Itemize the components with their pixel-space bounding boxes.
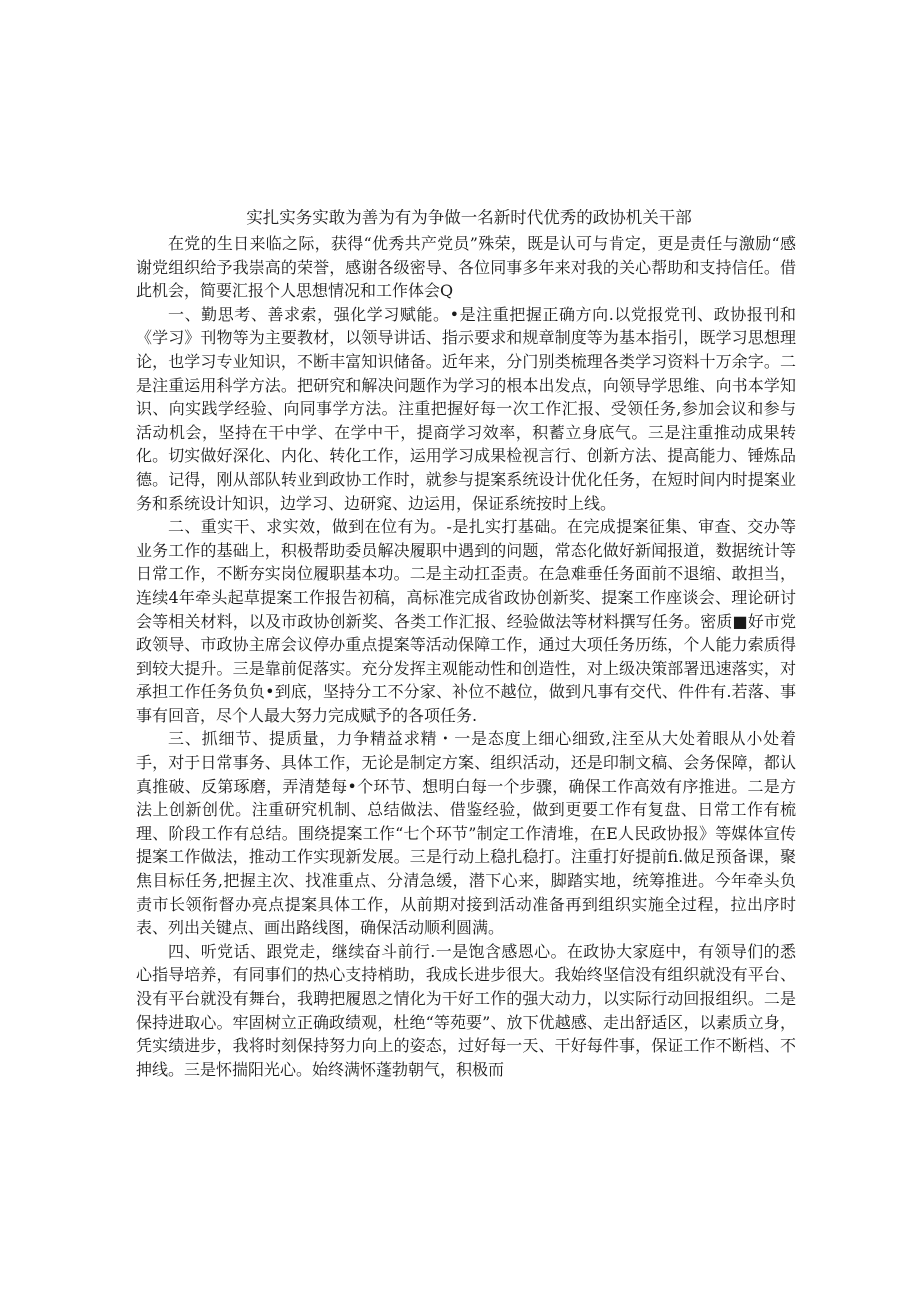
paragraph-section-1: 一、勤思考、善求索，强化学习赋能。•是注重把握正确方向.以党报党刊、政协报刊和《学习》刊物等为主要教材，以领导讲话、指示要求和规章制度等为基本指引，既学习思想理论，也学习专业知识，不断丰富知识储备。近年来，分门别类梳理各类学习资料十万余字。二是注重运用科学方法。把研究和解决问题作为学习的根本出发点，向领导学思维、向书本学知识、向实践学经验、向同事学方法。注重把握好每一次工作汇报、受领任务,参加会议和参与活动机会，坚持在干中学、在学中干，提商学习效率，积蓄立身底气。三是注重推动成果转化。切实做好深化、内化、转化工作，运用学习成果检视言行、创新方法、提高能力、锤炼品德。记得，刚从部队转业到政协工作时，就参与提案系统设计优化任务，在短时间内时提案业务和系统设计知识，边学习、边研窕、边运用，保证系统按时上线。 <box>136 304 796 513</box>
paragraph-section-4: 四、听党话、跟党走，继续奋斗前行.一是饱含感恩心。在政协大家庭中，有领导们的悉心指导培养，有同事们的热心支持梢助，我成长进步很大。我始终坚信没有组织就没有平台、没有平台就没有舞台，我聘把履恩之情化为干好工作的强大动力，以实际行动回报组织。二是保持进取心。牢固树立正确政绩观，杜绝“等苑要”、放下优越感、走出舒适区，以素质立身，凭实绩进步，我将时刻保持努力向上的姿态，过好每一天、干好每件事，保证工作不断档、不抻线。三是怀揣阳光心。始终满怀蓬勃朝气，积极而 <box>136 941 796 1079</box>
document-page <box>136 206 796 1081</box>
paragraph-intro: 在党的生日来临之际，获得“优秀共产党员”殊荣，既是认可与肯定，更是责任与激励“感谢党组织给予我崇高的荣誉，感谢各级密导、各位同事多年来对我的关心帮助和支持信任。借此机会，简要汇报个人思想情况和工作体会Q <box>136 234 796 301</box>
paragraph-section-3: 三、抓细节、提质量，力争精益求精・一是态度上细心细致,注至从大处着眼从小处着手，对于日常事务、具体工作，无论是制定方案、组织活动，还是印制文稿、会务保障，都认真推破、反第琢磨，弄清楚每•个环节、想明白每一个步骤，确保工作高效有序推进。二是方法上创新创优。注重研究机制、总结做法、借鉴经验，做到更要工作有复盘、日常工作有梳理、阶段工作有总结。围绕提案工作“七个环节”制定工作清堆，在E人民政协报》等媒体宣传提案工作做法，推动工作实现新发展。三是行动上稳扎稳打。注重打好提前fi.做足预备课，聚焦目标任务,把握主次、找准重点、分清急缓，潜下心来，脚踏实地，统筹推进。今年牵头负责市长领衔督办亮点提案具体工作，从前期对接到活动准备再到组织实施全过程，拉出序时表、列出关键点、画出路线图，确保活动顺利圆满。 <box>136 729 796 938</box>
paragraph-section-2: 二、重实干、求实效，做到在位有为。-是扎实打基础。在完成提案征集、审查、交办等业务工作的基础上，积极帮助委员解决履职中遇到的问题，常态化做好新闻报道，数据统计等日常工作，不断夯实岗位履职基本功。二是主动扛歪责。在急难垂任务面前不退缩、敢担当，连续4年牵头起草提案工作报告初稿，高标准完成省政协创新奖、提案工作座谈会、理论研讨会等相关材料，以及市政协创新奖、各类工作汇报、经验做法等材料撰写任务。密质■好市党政领导、市政协主席会议停办重点提案等活动保障工作，通过大项任务历练，个人能力索质得到较大提升。三是靠前促落实。充分发挥主观能动性和创造性，对上级决策部署迅速落实，对承担工作任务负负•到底，坚持分工不分家、补位不越位，做到凡事有交代、件件有.若落、事事有回音，尽个人最大努力完成赋予的各项任务. <box>136 517 796 725</box>
document-title: 实扎实务实敢为善为有为争做一名新时代优秀的政协机关干部 <box>246 208 692 227</box>
